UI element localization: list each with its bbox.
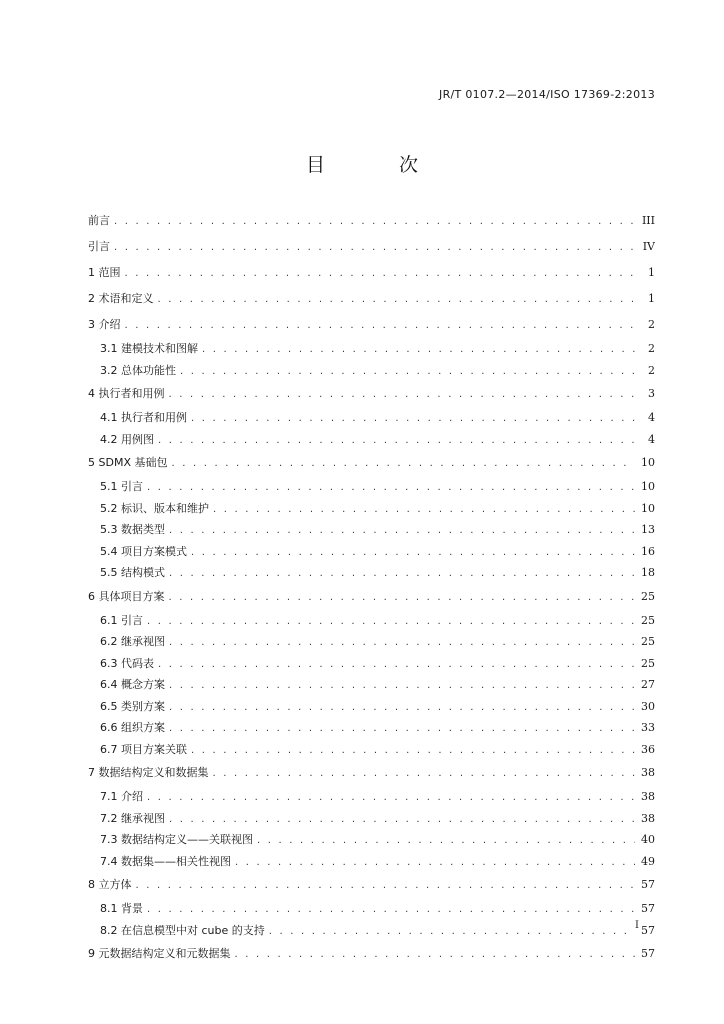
toc-entry[interactable] xyxy=(88,340,655,362)
toc-entry-page: 10 xyxy=(641,501,655,515)
toc-leader-dots xyxy=(269,923,635,941)
toc-entry-label: 7.4 数据集——相关性视图 xyxy=(100,854,231,868)
toc-leader-dots xyxy=(191,742,635,760)
toc-leader-dots xyxy=(147,789,635,807)
toc-leader-dots xyxy=(169,677,635,695)
toc-leader-dots xyxy=(169,565,635,583)
toc-leader-dots xyxy=(114,213,635,231)
toc-leader-dots xyxy=(125,317,636,335)
toc-entry[interactable] xyxy=(88,500,655,522)
toc-entry-label: 5.2 标识、版本和维护 xyxy=(100,501,209,515)
toc-entry-label: 7 数据结构定义和数据集 xyxy=(88,766,209,779)
toc-leader-dots xyxy=(180,363,635,381)
toc-entry-label: 3 介绍 xyxy=(88,318,121,331)
toc-entry-label: 2 术语和定义 xyxy=(88,292,154,305)
toc-leader-dots xyxy=(136,877,636,895)
toc-entry-page: III xyxy=(641,214,655,227)
toc-leader-dots xyxy=(235,946,636,964)
toc-entry-page: 2 xyxy=(648,318,655,331)
toc-entry[interactable] xyxy=(88,676,655,698)
toc-entry-page: 18 xyxy=(641,566,655,579)
toc-entry[interactable] xyxy=(88,655,655,677)
toc-entry-page: 16 xyxy=(641,544,655,558)
toc-entry[interactable] xyxy=(88,741,655,763)
toc-entry-label: 6 具体项目方案 xyxy=(88,589,165,603)
toc-entry-page: 30 xyxy=(641,699,655,713)
toc-leader-dots xyxy=(213,501,635,519)
page-title: 目 次 xyxy=(305,154,453,176)
toc-entry-page: 10 xyxy=(641,456,655,469)
toc-entry-page: 13 xyxy=(641,523,655,536)
toc-entry[interactable] xyxy=(88,922,655,944)
toc-entry-label: 5.1 引言 xyxy=(100,480,143,493)
toc-entry-label: 6.7 项目方案关联 xyxy=(100,742,187,756)
table-of-contents xyxy=(88,210,655,969)
toc-leader-dots xyxy=(235,854,635,872)
toc-entry[interactable] xyxy=(88,431,655,453)
toc-entry[interactable] xyxy=(88,612,655,634)
toc-entry-label: 6.6 组织方案 xyxy=(100,721,165,734)
toc-entry-page: 25 xyxy=(641,589,655,603)
toc-entry-page: 57 xyxy=(641,902,655,915)
toc-entry-label: 4.2 用例图 xyxy=(100,432,154,446)
toc-entry[interactable] xyxy=(88,564,655,586)
toc-entry[interactable] xyxy=(88,719,655,741)
toc-leader-dots xyxy=(169,634,635,652)
toc-entry-label: 7.1 介绍 xyxy=(100,790,143,803)
toc-entry-page: 33 xyxy=(641,721,655,734)
toc-entry[interactable] xyxy=(88,383,655,409)
toc-entry-label: 6.3 代码表 xyxy=(100,656,154,670)
toc-entry[interactable] xyxy=(88,521,655,543)
toc-entry[interactable] xyxy=(88,943,655,969)
toc-entry-page: 1 xyxy=(648,266,655,279)
toc-entry-page: 4 xyxy=(648,432,655,446)
toc-leader-dots xyxy=(114,239,635,257)
toc-leader-dots xyxy=(171,455,635,473)
toc-entry[interactable] xyxy=(88,831,655,853)
toc-entry-label: 6.5 类别方案 xyxy=(100,699,165,713)
toc-leader-dots xyxy=(191,544,635,562)
toc-entry-label: 7.2 继承视图 xyxy=(100,811,165,825)
toc-entry[interactable] xyxy=(88,409,655,431)
toc-entry-page: 57 xyxy=(641,923,655,937)
toc-entry[interactable] xyxy=(88,543,655,565)
toc-entry-label: 9 元数据结构定义和元数据集 xyxy=(88,947,231,960)
toc-entry-label: 8.2 在信息模型中对 cube 的支持 xyxy=(100,923,265,937)
toc-entry-label: 4.1 执行者和用例 xyxy=(100,411,187,424)
toc-entry-page: 57 xyxy=(641,947,655,960)
toc-leader-dots xyxy=(125,265,636,283)
toc-entry-page: IV xyxy=(642,240,655,253)
toc-entry[interactable] xyxy=(88,810,655,832)
toc-leader-dots xyxy=(147,901,635,919)
toc-entry-page: 2 xyxy=(648,342,655,355)
toc-entry-label: 4 执行者和用例 xyxy=(88,387,165,400)
toc-entry[interactable] xyxy=(88,314,655,340)
toc-leader-dots xyxy=(147,479,635,497)
toc-entry-label: 7.3 数据结构定义——关联视图 xyxy=(100,833,253,846)
toc-leader-dots xyxy=(169,811,635,829)
toc-entry-page: 25 xyxy=(641,656,655,670)
toc-entry-page: 1 xyxy=(648,292,655,305)
toc-entry-page: 10 xyxy=(641,480,655,493)
toc-entry[interactable] xyxy=(88,900,655,922)
toc-leader-dots xyxy=(202,341,635,359)
toc-entry[interactable] xyxy=(88,362,655,384)
toc-leader-dots xyxy=(257,832,635,850)
toc-entry-label: 6.4 概念方案 xyxy=(100,678,165,691)
toc-entry-label: 1 范围 xyxy=(88,266,121,279)
toc-entry-page: 25 xyxy=(641,635,655,648)
toc-leader-dots xyxy=(158,291,636,309)
toc-entry[interactable] xyxy=(88,210,655,236)
toc-leader-dots xyxy=(169,386,636,404)
toc-leader-dots xyxy=(169,699,635,717)
toc-entry[interactable] xyxy=(88,262,655,288)
toc-entry[interactable] xyxy=(88,478,655,500)
toc-entry[interactable] xyxy=(88,586,655,612)
toc-entry-page: 38 xyxy=(641,790,655,803)
toc-entry-label: 6.1 引言 xyxy=(100,613,143,627)
standard-code: JR/T 0107.2—2014/ISO 17369-2:2013 xyxy=(439,88,655,101)
toc-entry-label: 引言 xyxy=(88,240,110,253)
toc-leader-dots xyxy=(213,765,636,783)
toc-leader-dots xyxy=(191,410,635,428)
toc-leader-dots xyxy=(169,589,636,607)
toc-leader-dots xyxy=(147,613,635,631)
toc-leader-dots xyxy=(169,522,635,540)
toc-entry-label: 5 SDMX 基础包 xyxy=(88,456,168,469)
page-number: I xyxy=(635,920,639,931)
toc-entry-page: 36 xyxy=(641,742,655,756)
toc-entry[interactable] xyxy=(88,452,655,478)
toc-entry-page: 38 xyxy=(641,766,655,779)
toc-entry-label: 5.3 数据类型 xyxy=(100,523,165,536)
toc-entry[interactable] xyxy=(88,762,655,788)
toc-entry-page: 2 xyxy=(648,363,655,377)
toc-entry[interactable] xyxy=(88,698,655,720)
toc-entry[interactable] xyxy=(88,633,655,655)
toc-leader-dots xyxy=(158,656,635,674)
toc-entry-page: 40 xyxy=(641,833,655,846)
toc-entry-label: 5.4 项目方案模式 xyxy=(100,544,187,558)
toc-entry-page: 57 xyxy=(641,878,655,891)
toc-entry[interactable] xyxy=(88,236,655,262)
toc-entry-label: 5.5 结构模式 xyxy=(100,566,165,579)
toc-leader-dots xyxy=(158,432,635,450)
toc-entry-page: 3 xyxy=(648,387,655,400)
toc-entry-page: 25 xyxy=(641,613,655,627)
toc-entry-label: 3.1 建模技术和图解 xyxy=(100,342,198,355)
toc-entry-label: 3.2 总体功能性 xyxy=(100,363,176,377)
toc-leader-dots xyxy=(169,720,635,738)
toc-entry[interactable] xyxy=(88,288,655,314)
toc-entry-label: 8 立方体 xyxy=(88,878,132,891)
toc-entry[interactable] xyxy=(88,788,655,810)
toc-entry-page: 27 xyxy=(641,678,655,691)
toc-entry[interactable] xyxy=(88,874,655,900)
toc-entry-label: 6.2 继承视图 xyxy=(100,635,165,648)
toc-entry-page: 38 xyxy=(641,811,655,825)
toc-entry[interactable] xyxy=(88,853,655,875)
toc-entry-page: 49 xyxy=(641,854,655,868)
toc-entry-label: 前言 xyxy=(88,214,110,227)
toc-entry-label: 8.1 背景 xyxy=(100,902,143,915)
toc-entry-page: 4 xyxy=(648,411,655,424)
